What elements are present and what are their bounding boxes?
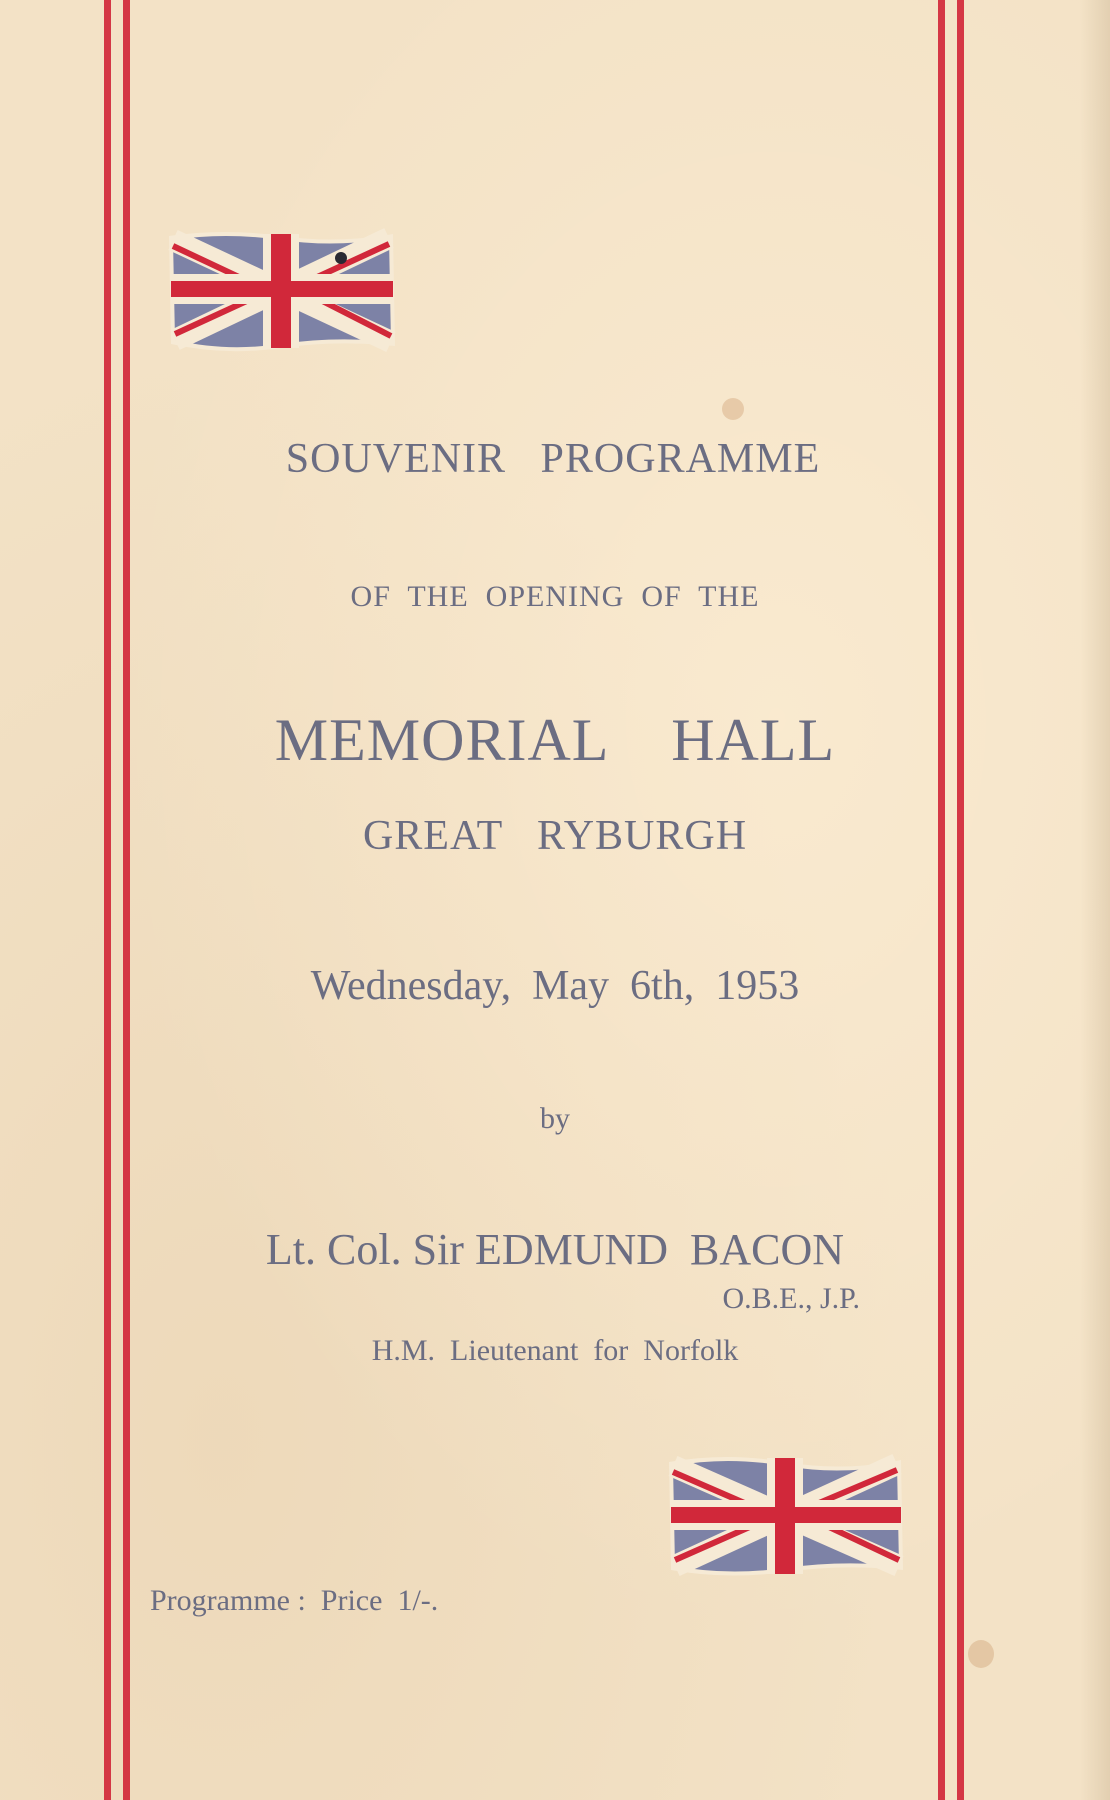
programme-price: Programme : Price 1/-.	[150, 1584, 439, 1617]
title-line-of-the-opening: OF THE OPENING OF THE	[350, 580, 760, 613]
right-red-rule-inner	[938, 0, 945, 1800]
left-red-rule-inner	[123, 0, 130, 1800]
paper-stain	[722, 398, 744, 420]
opener-honours: O.B.E., J.P.	[722, 1282, 860, 1315]
title-line-souvenir-programme: SOUVENIR PROGRAMME	[285, 436, 821, 482]
opener-name: Lt. Col. Sir EDMUND BACON	[265, 1225, 845, 1274]
opener-title: H.M. Lieutenant for Norfolk	[371, 1334, 739, 1367]
event-date: Wednesday, May 6th, 1953	[310, 963, 800, 1009]
paper-stain	[968, 1640, 994, 1668]
union-jack-flag-icon	[165, 228, 397, 353]
location: GREAT RYBURGH	[362, 813, 748, 859]
union-jack-flag-icon	[665, 1452, 905, 1578]
left-red-rule-outer	[104, 0, 111, 1800]
hall-name: MEMORIAL HALL	[274, 707, 836, 773]
right-red-rule-outer	[957, 0, 964, 1800]
by-label: by	[540, 1102, 570, 1135]
page-edge-shadow	[1080, 0, 1110, 1800]
